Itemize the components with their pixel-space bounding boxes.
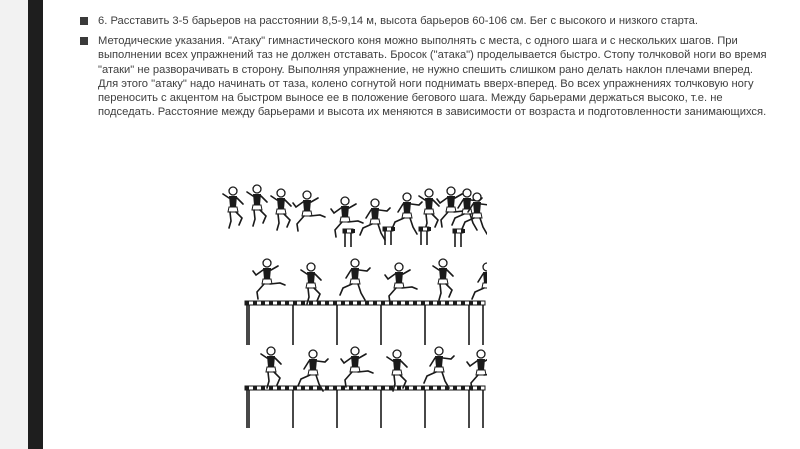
slide-content [79, 14, 769, 125]
hurdle-drill-row-1 [245, 259, 487, 345]
left-accent-bar [28, 0, 43, 449]
square-bullet-icon [80, 37, 88, 45]
running-sequence [223, 185, 487, 247]
bullet-item-1 [79, 14, 769, 28]
slide [43, 0, 800, 449]
hurdle-drill-row-2 [245, 347, 487, 428]
hurdling-athletes-illustration [215, 181, 487, 436]
square-bullet-icon [80, 17, 88, 25]
bullet-item-2 [79, 34, 769, 119]
bullet-text: 6. Расставить 3-5 барьеров на расстоянии 8,5-9,14 м, высота барьеров 60-106 см. Бег с высокого и низкого старта. [98, 15, 698, 27]
bullet-text: Методические указания. "Атаку" гимнастического коня можно выполнять с места, с одного шага и с нескольких шагов. При выполнении всех упражнений таз не должен отставать. Бросок ("атака") проделывается быстро. Стопу толчковой ноги во время "атаки" не разворачивать в сторону. Выполняя упражнение, не нужно спешить слишком рано делать наклон плечами вперед. Для этого "атаку" надо начинать от таза, колено согнутой ноги поднимать вверх-вперед. Во всех упражнениях толчковую ногу переносить с акцентом на быстром выносе ее в положение бегового шага. Между барьерами держаться высоко, т.е. не подседать. Расстояние между барьерами и высота их меняются в зависимости от возраста и подготовленности занимающихся. [98, 35, 767, 119]
